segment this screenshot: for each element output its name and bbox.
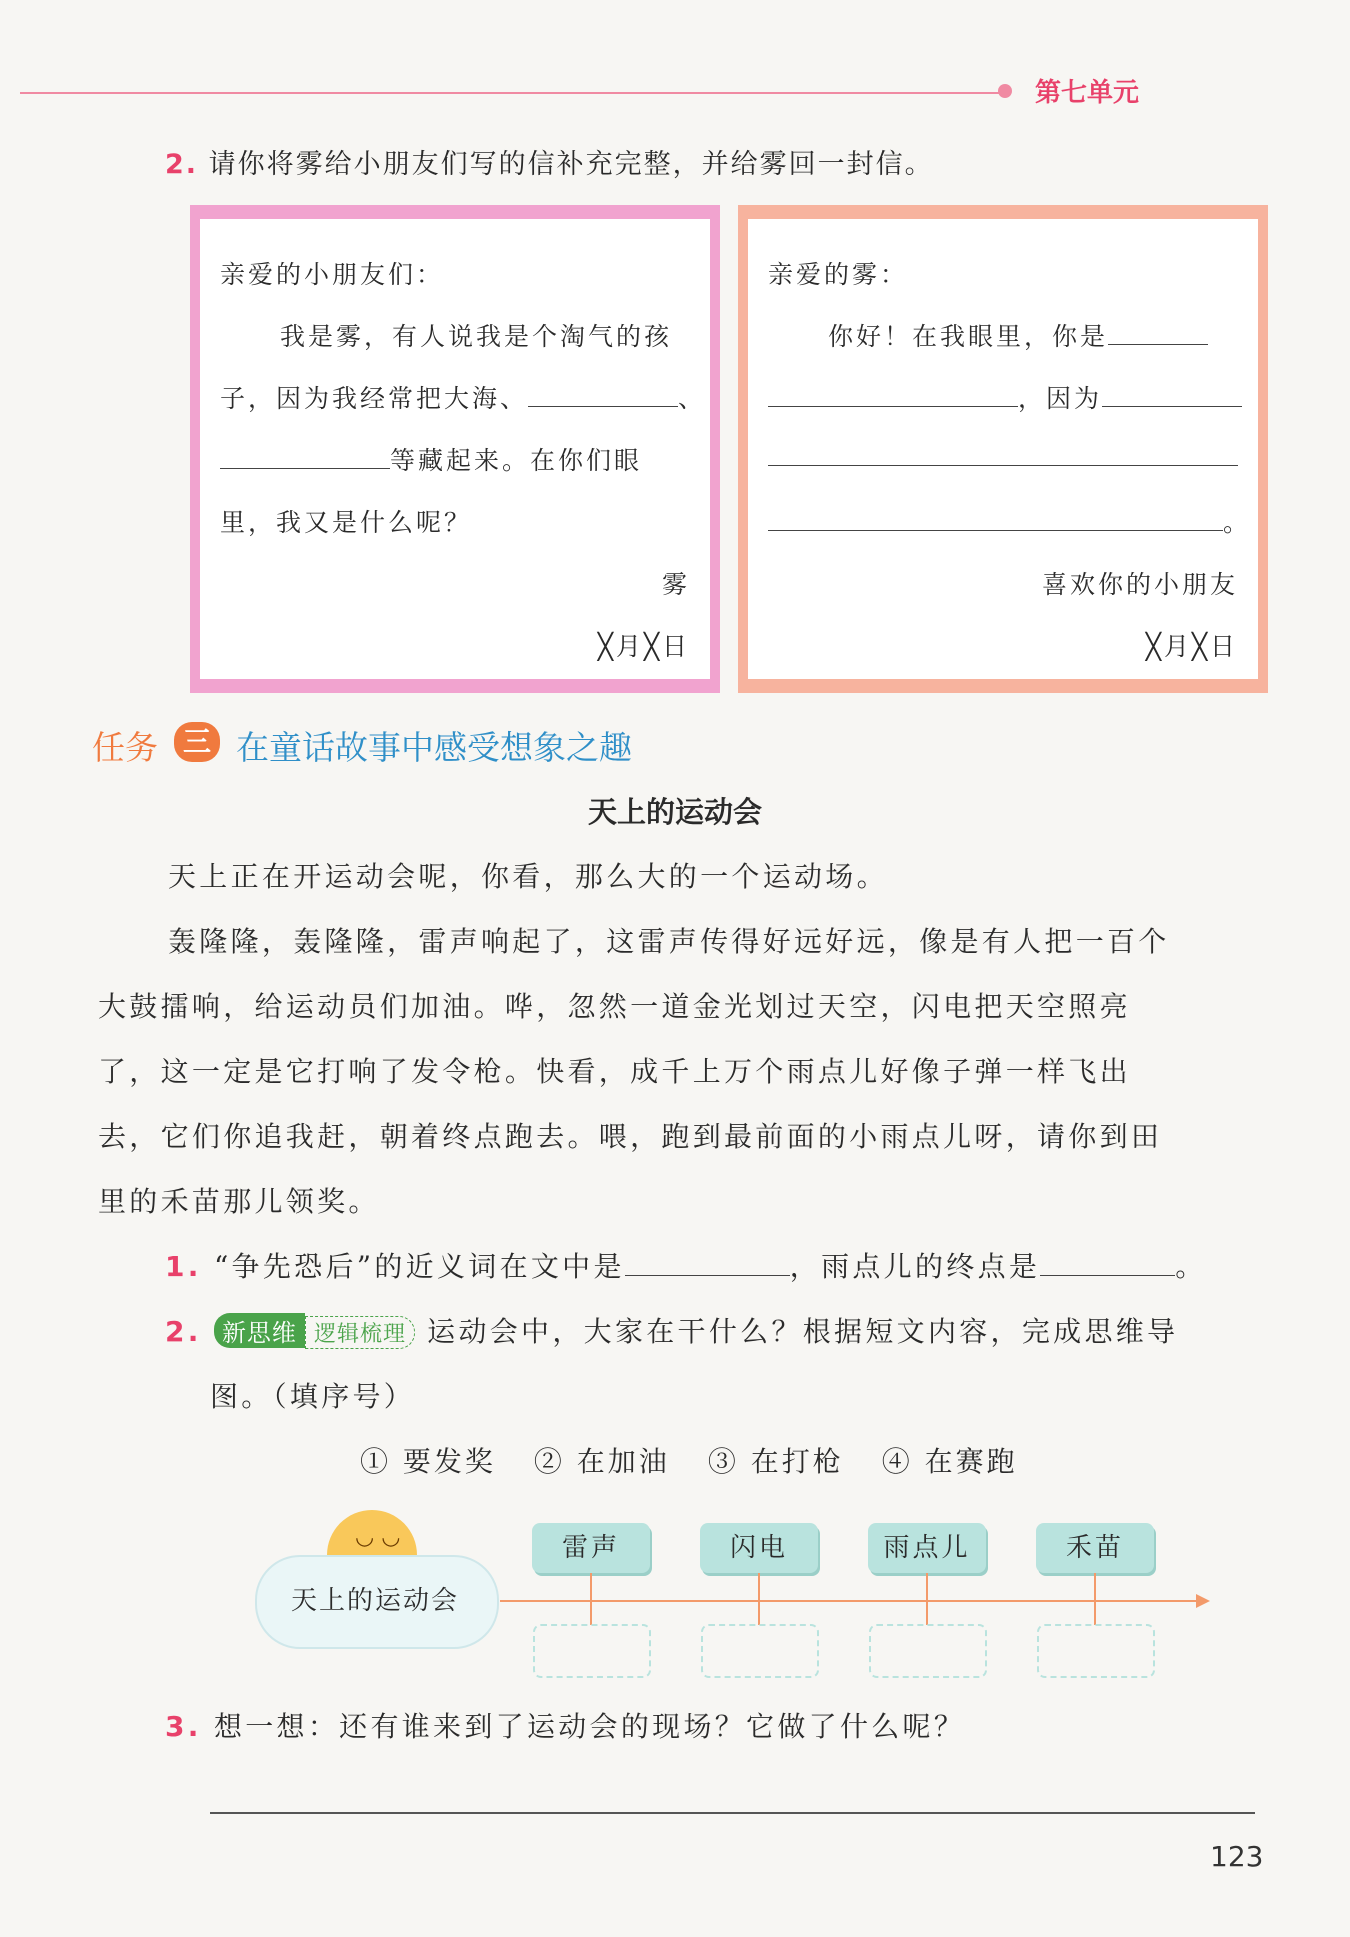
letter-text: 。 xyxy=(1223,508,1252,537)
fill-blank[interactable] xyxy=(220,444,390,469)
question-2 xyxy=(165,1310,1178,1350)
letter-line xyxy=(220,379,706,415)
logic-badge: 逻辑梳理 xyxy=(305,1316,415,1349)
smile-face-icon: ◡ ◡ xyxy=(355,1525,401,1550)
mindmap-node-thunder: 雷声 xyxy=(532,1523,650,1573)
fill-blank[interactable] xyxy=(768,506,1223,531)
story-title: 天上的运动会 xyxy=(587,795,762,829)
letter-text: ，因为 xyxy=(1018,384,1103,413)
mindmap-connector xyxy=(590,1573,592,1625)
task-label: 任务 xyxy=(92,728,158,767)
letter-line xyxy=(220,441,642,477)
story-line: 天上正在开运动会呢，你看，那么大的一个运动场。 xyxy=(168,860,888,893)
question-text: “争先恐后”的近义词在文中是 xyxy=(213,1250,625,1283)
letter-line: 我是雾，有人说我是个淘气的孩 xyxy=(280,322,673,351)
mindmap-node-seedlings: 禾苗 xyxy=(1036,1523,1154,1573)
mindmap-center-label: 天上的运动会 xyxy=(290,1586,459,1616)
mindmap-answer-box[interactable] xyxy=(869,1624,987,1678)
question-text: 运动会中，大家在干什么？根据短文内容，完成思维导 xyxy=(427,1315,1179,1348)
letter-text: 子，因为我经常把大海、 xyxy=(220,384,529,413)
letter-line xyxy=(768,379,1242,415)
question-number: 2. xyxy=(165,149,199,180)
letter-greeting: 亲爱的小朋友们： xyxy=(220,260,445,289)
fill-blank[interactable] xyxy=(1040,1251,1175,1276)
fill-blank[interactable] xyxy=(528,382,678,407)
option-item: ④ 在赛跑 xyxy=(881,1445,1018,1478)
question-number: 3. xyxy=(165,1710,202,1743)
fill-blank[interactable] xyxy=(625,1251,790,1276)
question-text: 想一想：还有谁来到了运动会的现场？它做了什么呢？ xyxy=(213,1710,966,1743)
page-number: 123 xyxy=(1210,1840,1264,1873)
letter-line xyxy=(828,317,1208,353)
mindmap-node-lightning: 闪电 xyxy=(700,1523,818,1573)
mindmap-connector xyxy=(758,1573,760,1625)
question-2-continued: 图。（填序号） xyxy=(210,1380,416,1413)
unit-title: 第七单元 xyxy=(1035,78,1140,108)
story-line: 轰隆隆，轰隆隆，雷声响起了，这雷声传得好远好远，像是有人把一百个 xyxy=(168,925,1170,958)
letter-signature: 喜欢你的小朋友 xyxy=(1041,570,1238,599)
story-line: 了，这一定是它打响了发令枪。快看，成千上万个雨点儿好像子弹一样飞出 xyxy=(98,1055,1131,1088)
question-number: 2. xyxy=(165,1315,202,1348)
letter-text: 你好！在我眼里，你是 xyxy=(828,322,1109,351)
mindmap-node-raindrops: 雨点儿 xyxy=(868,1523,986,1573)
fill-blank[interactable] xyxy=(768,441,1238,466)
answer-options xyxy=(360,1440,1056,1480)
question-number: 1. xyxy=(165,1250,202,1283)
story-line: 去，它们你追我赶，朝着终点跑去。喂，跑到最前面的小雨点儿呀，请你到田 xyxy=(98,1120,1163,1153)
letter-to-fog xyxy=(738,205,1268,693)
letter-text: 、 xyxy=(678,384,707,413)
question-2-top xyxy=(165,142,934,181)
letter-date: ╳月╳日 xyxy=(597,632,690,661)
mindmap-connector xyxy=(1094,1573,1096,1625)
story-line: 里的禾苗那儿领奖。 xyxy=(98,1185,380,1218)
question-text: ，雨点儿的终点是 xyxy=(789,1250,1041,1283)
answer-line[interactable] xyxy=(210,1812,1255,1814)
fill-blank[interactable] xyxy=(1102,382,1242,407)
mindmap-answer-box[interactable] xyxy=(533,1624,651,1678)
option-item: ① 要发奖 xyxy=(360,1445,496,1478)
letter-line xyxy=(768,441,1238,472)
question-text: 。 xyxy=(1175,1250,1207,1283)
task-title: 在童话故事中感受想象之趣 xyxy=(236,728,632,767)
option-item: ② 在加油 xyxy=(533,1445,670,1478)
story-line: 大鼓擂响，给运动员们加油。哗，忽然一道金光划过天空，闪电把天空照亮 xyxy=(98,990,1131,1023)
new-thinking-badge: 新思维 xyxy=(214,1313,305,1348)
task-number-badge: 三 xyxy=(174,722,220,762)
letter-text: 等藏起来。在你们眼 xyxy=(390,446,643,475)
header-rule xyxy=(20,92,1010,94)
arrow-right-icon xyxy=(1196,1594,1210,1608)
letter-date: ╳月╳日 xyxy=(1145,632,1238,661)
mindmap-connector xyxy=(926,1573,928,1625)
question-text: 请你将雾给小朋友们写的信补充完整，并给雾回一封信。 xyxy=(208,149,934,180)
header-dot-icon xyxy=(998,84,1012,98)
letter-line xyxy=(768,503,1251,539)
question-3 xyxy=(165,1705,965,1745)
letter-signature: 雾 xyxy=(661,570,690,599)
option-item: ③ 在打枪 xyxy=(707,1445,844,1478)
fill-blank[interactable] xyxy=(1108,320,1208,345)
letter-from-fog xyxy=(190,205,720,693)
fill-blank[interactable] xyxy=(768,382,1018,407)
mindmap-answer-box[interactable] xyxy=(701,1624,819,1678)
mindmap-answer-box[interactable] xyxy=(1037,1624,1155,1678)
question-1 xyxy=(165,1245,1207,1285)
letter-line: 里，我又是什么呢？ xyxy=(220,508,473,537)
letter-greeting: 亲爱的雾： xyxy=(768,260,909,289)
